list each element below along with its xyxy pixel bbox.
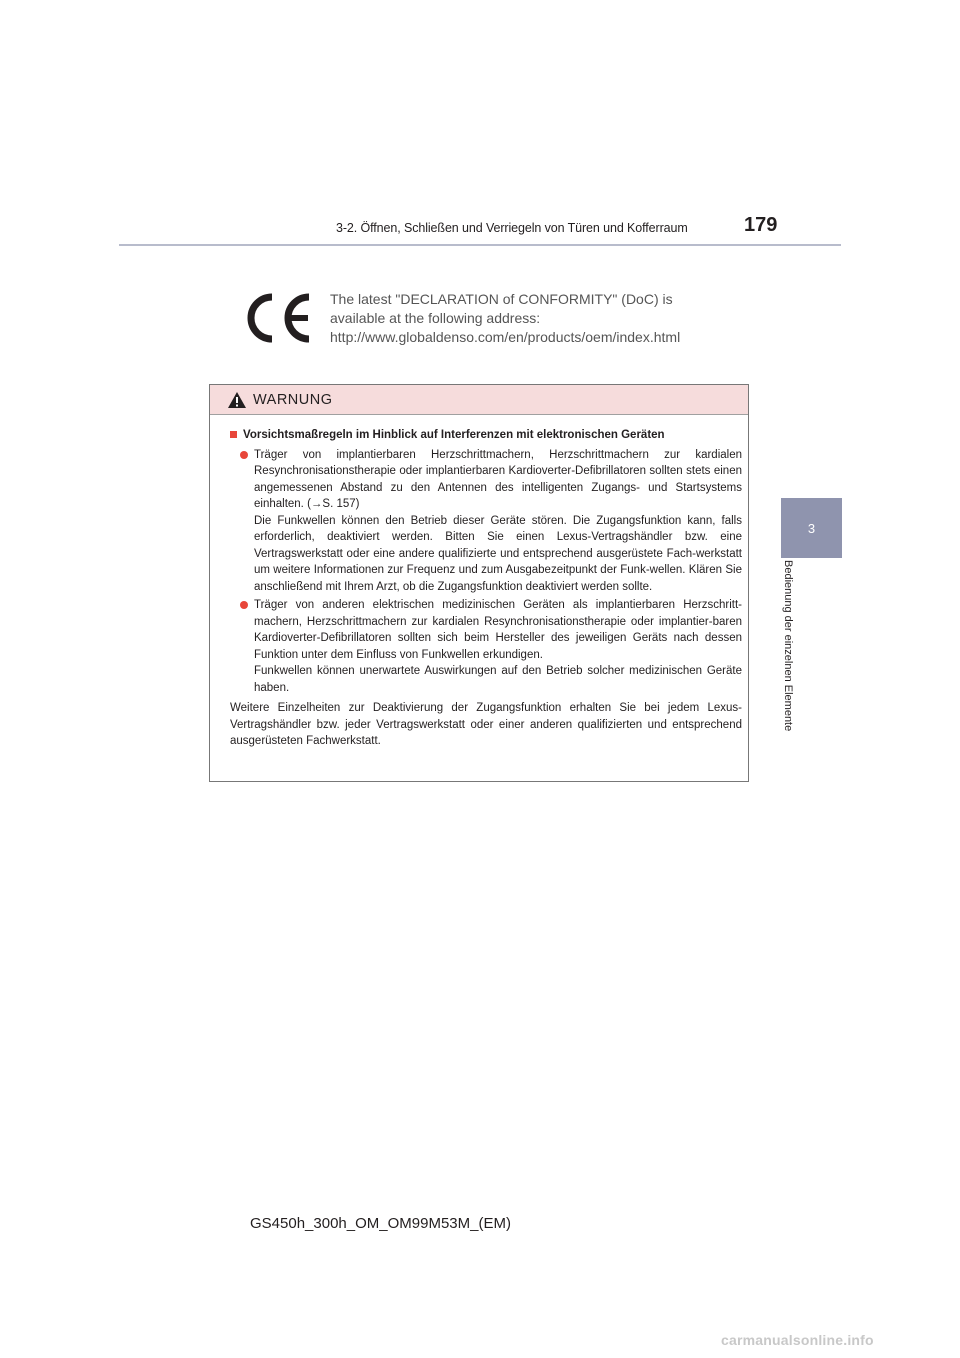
header-divider (119, 244, 841, 246)
bullet-dot-icon (240, 451, 248, 459)
bullet-paragraph: Die Funkwellen können den Betrieb dieser Geräte stören. Die Zugangsfunktion kann, falls erforderlich, deaktiviert werden. Bitten Sie einen Lexus-Vertragshändler bzw. eine Vertragswerkstatt oder eine andere qualifizierte und entsprechend ausgerüstete Fach-werkstatt um weitere Informationen zur Frequenz und zum Ausgabezeitpunkt der Funk-wellen. Klären Sie anschließend mit Ihrem Arzt, ob die Zugangsfunktion deaktiviert werden sollte. (254, 514, 742, 593)
square-bullet-icon (230, 431, 237, 438)
watermark: carmanualsonline.info (721, 1332, 874, 1348)
warning-body (210, 415, 748, 750)
conformity-url: http://www.globaldenso.com/en/products/oem/index.html (330, 329, 681, 345)
chapter-tab (781, 498, 842, 558)
warning-title: WARNUNG (253, 391, 333, 408)
bullet-paragraph: Träger von anderen elektrischen medizinischen Geräten als implantierbaren Herzschritt-machern, Herzschrittmachern zur kardialen Resynchronisationstherapie oder implantier-baren Kardioverter-Defibrillatoren sollten sich beim Hersteller des jeweiligen Geräts nach dessen Funktion unter dem Einfluss von Funkwellen erkundigen. (254, 599, 742, 661)
chapter-number: 3 (807, 520, 816, 536)
list-item (240, 447, 742, 596)
document-code: GS450h_300h_OM_OM99M53M_(EM) (250, 1215, 511, 1232)
warning-closing-text: Weitere Einzelheiten zur Deaktivierung der Zugangsfunktion erhalten Sie bei jedem Lexus-Vertragshändler bzw. jeder Vertragswerkstatt oder einer anderen qualifizierten und entsprechend ausgerüsteten Fachwerkstatt. (230, 702, 742, 747)
bullet-dot-icon (240, 601, 248, 609)
bullet-paragraph: Funkwellen können unerwartete Auswirkungen auf den Betrieb solcher medizinischen Geräte haben. (254, 665, 742, 694)
warning-heading: Vorsichtsmaßregeln im Hinblick auf Interferenzen mit elektronischen Geräten (243, 429, 665, 441)
list-item-content (254, 447, 742, 596)
conformity-notice (330, 290, 750, 347)
bullet-paragraph: Träger von implantierbaren Herzschrittmachern, Herzschrittmachern zur kardialen Resynchronisationstherapie oder implantierbaren Kardioverter-Defibrillatoren sollten stets einen angemessenen Abstand zu den Antennen des intelligenten Zugangs- und Startsystems einhalten. (→S. 157) (254, 448, 742, 510)
chapter-title: Bedienung der einzelnen Elemente (782, 560, 794, 732)
warning-box (209, 384, 749, 782)
warning-heading-row (228, 427, 742, 444)
list-item (240, 597, 742, 696)
warning-triangle-icon (227, 391, 247, 409)
warning-header (210, 385, 748, 415)
list-item-content (254, 597, 742, 696)
section-title: 3-2. Öffnen, Schließen und Verriegeln von Türen und Kofferraum (336, 221, 688, 235)
conformity-line-1: The latest "DECLARATION of CONFORMITY" (DoC) is (330, 291, 673, 307)
page-number: 179 (744, 214, 778, 236)
chapter-label-area (782, 560, 806, 770)
conformity-line-2: available at the following address: (330, 310, 541, 326)
ce-mark-icon (246, 293, 314, 343)
